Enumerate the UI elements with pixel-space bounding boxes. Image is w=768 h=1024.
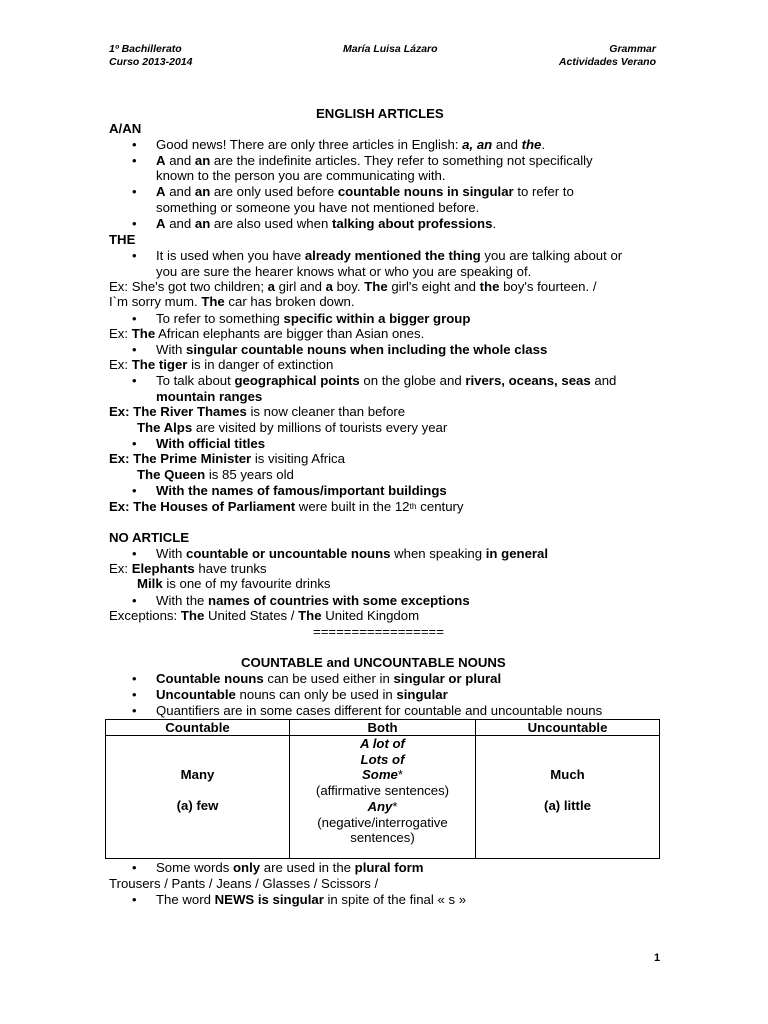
- quantifier-some: Some*: [361, 767, 404, 783]
- bullet: •: [132, 436, 137, 451]
- example-line: Ex: She's got two children; a girl and a boy. The girl's eight and the boy's fourteen. /: [109, 279, 597, 294]
- separator: =================: [313, 624, 444, 639]
- bullet: •: [132, 373, 137, 388]
- table-header-uncountable: Uncountable: [476, 720, 660, 736]
- bullet: •: [132, 860, 137, 875]
- the-point-6: With the names of famous/important buildings: [156, 483, 447, 498]
- bullet: •: [132, 216, 137, 231]
- aan-point-2-cont: known to the person you are communicating with.: [156, 168, 446, 183]
- section-heading-a-an: A/AN: [109, 121, 142, 136]
- quantifier-lots-of: Lots of: [360, 751, 405, 767]
- bullet: •: [132, 137, 137, 152]
- aan-point-4: A and an are also used when talking about professions.: [156, 216, 497, 231]
- nouns-point-4: Some words only are used in the plural form: [156, 860, 424, 875]
- section-heading-nouns: COUNTABLE and UNCOUNTABLE NOUNS: [241, 655, 506, 670]
- aan-point-1: Good news! There are only three articles in English: a, an and the.: [156, 137, 546, 152]
- example-line: The Alps are visited by millions of tourists every year: [137, 420, 448, 435]
- table-header-countable: Countable: [106, 720, 290, 736]
- quantifier-much: Much: [550, 767, 585, 782]
- example-line: Ex: Elephants have trunks: [109, 561, 267, 576]
- exceptions-line: Exceptions: The United States / The United Kingdom: [109, 608, 420, 623]
- header-level: 1º Bachillerato: [109, 43, 182, 55]
- section-heading-no-article: NO ARTICLE: [109, 530, 190, 545]
- quantifier-a-few: (a) few: [176, 797, 219, 813]
- quantifier-any-note: (negative/interrogative: [317, 814, 448, 830]
- example-line: Ex: The River Thames is now cleaner than before: [109, 404, 406, 419]
- the-point-5: With official titles: [156, 436, 266, 451]
- quantifier-a-little: (a) little: [544, 797, 591, 813]
- header-year: Curso 2013-2014: [109, 55, 193, 68]
- quantifiers-table: [105, 719, 660, 859]
- header-subject: [559, 43, 656, 68]
- the-point-3: With singular countable nouns when including the whole class: [156, 342, 548, 357]
- example-line: I`m sorry mum. The car has broken down.: [109, 294, 355, 309]
- nouns-point-2: Uncountable nouns can only be used in singular: [156, 687, 448, 702]
- page-number: 1: [654, 952, 661, 964]
- header-course: [109, 43, 192, 68]
- bullet: •: [132, 184, 137, 199]
- bullet: •: [132, 687, 137, 702]
- the-point-1: It is used when you have already mentioned the thing you are talking about or: [156, 248, 623, 263]
- the-point-1-cont: you are sure the hearer knows what or who you are speaking of.: [156, 264, 532, 279]
- page-title: ENGLISH ARTICLES: [316, 106, 444, 121]
- bullet: •: [132, 546, 137, 561]
- table-cell-countable: [106, 736, 290, 859]
- table-header-both: Both: [290, 720, 476, 736]
- example-line: Milk is one of my favourite drinks: [137, 576, 331, 591]
- aan-point-3-cont: something or someone you have not mentioned before.: [156, 200, 480, 215]
- nouns-point-3: Quantifiers are in some cases different for countable and uncountable nouns: [156, 703, 603, 718]
- example-line: The Queen is 85 years old: [137, 467, 294, 482]
- example-line: Ex: The Houses of Parliament were built in the 12th century: [109, 499, 464, 514]
- example-line: Ex: The tiger is in danger of extinction: [109, 357, 334, 372]
- bullet: •: [132, 311, 137, 326]
- section-heading-the: THE: [109, 232, 136, 247]
- aan-point-3: A and an are only used before countable nouns in singular to refer to: [156, 184, 574, 199]
- plural-list: Trousers / Pants / Jeans / Glasses / Scissors /: [109, 876, 379, 891]
- nouns-point-5: The word NEWS is singular in spite of the final « s »: [156, 892, 467, 907]
- bullet: •: [132, 703, 137, 718]
- quantifier-some-note: (affirmative sentences): [315, 783, 450, 799]
- bullet: •: [132, 483, 137, 498]
- nouns-point-1: Countable nouns can be used either in singular or plural: [156, 671, 502, 686]
- table-cell-both: [290, 736, 476, 859]
- bullet: •: [132, 248, 137, 263]
- bullet: •: [132, 593, 137, 608]
- bullet: •: [132, 153, 137, 168]
- the-point-4: To talk about geographical points on the globe and rivers, oceans, seas and: [156, 373, 617, 388]
- no-article-point-1: With countable or uncountable nouns when speaking in general: [156, 546, 549, 561]
- header-activities: Actividades Verano: [558, 55, 656, 68]
- bullet: •: [132, 671, 137, 686]
- header-author: María Luisa Lázaro: [343, 43, 438, 55]
- the-point-2: To refer to something specific within a bigger group: [156, 311, 471, 326]
- quantifier-a-lot-of: A lot of: [360, 736, 405, 751]
- table-cell-uncountable: [476, 736, 660, 859]
- example-line: Ex: The Prime Minister is visiting Africa: [109, 451, 345, 466]
- bullet: •: [132, 892, 137, 907]
- no-article-point-2: With the names of countries with some exceptions: [156, 593, 470, 608]
- aan-point-2: A and an are the indefinite articles. They refer to something not specifically: [156, 153, 593, 168]
- example-line: Ex: The African elephants are bigger than Asian ones.: [109, 326, 425, 341]
- the-point-4-cont: mountain ranges: [156, 389, 263, 404]
- quantifier-any-note-cont: sentences): [350, 830, 415, 846]
- bullet: •: [132, 342, 137, 357]
- quantifier-many: Many: [180, 767, 215, 782]
- header-grammar: Grammar: [609, 43, 656, 55]
- quantifier-any: Any*: [367, 798, 398, 814]
